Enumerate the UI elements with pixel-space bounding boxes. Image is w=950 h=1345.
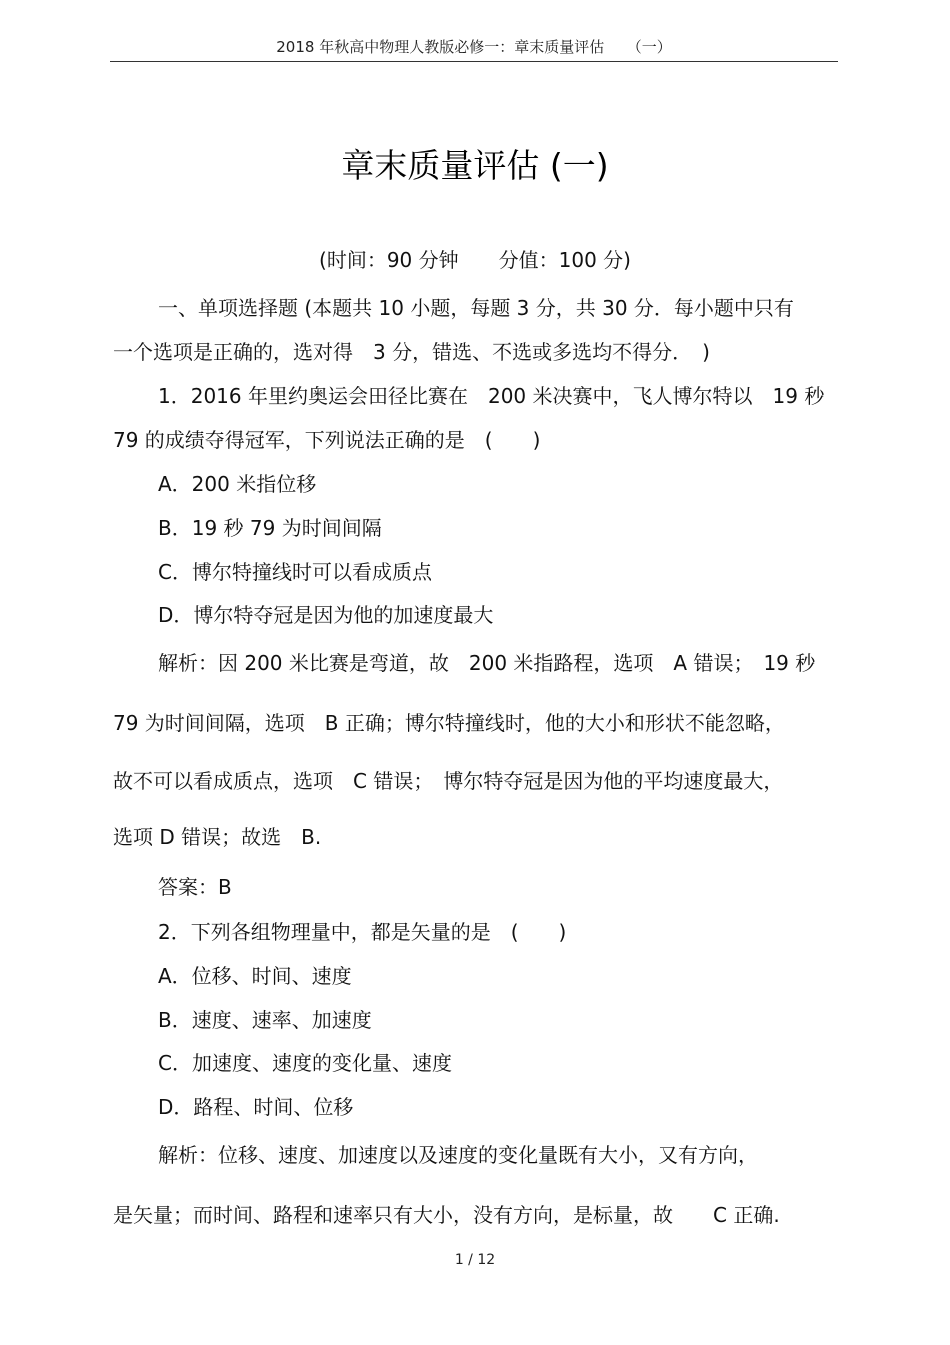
question-1-analysis-line-4: 选项 D 错误；故选 B. (113, 825, 322, 849)
question-1-analysis-line-1: 解析：因 200 米比赛是弯道，故 200 米指路程，选项 A 错误； 19 秒 (158, 651, 816, 675)
exam-info: (时间：90 分钟 分值：100 分) (319, 248, 631, 272)
section-heading-line-1: 一、单项选择题 (本题共 10 小题，每题 3 分，共 30 分．每小题中只有 (158, 296, 794, 320)
question-2-option-d: D．路程、时间、位移 (158, 1095, 354, 1119)
question-1-analysis-line-3: 故不可以看成质点，选项 C 错误； 博尔特夺冠是因为他的平均速度最大， (113, 769, 784, 793)
question-2-option-c: C．加速度、速度的变化量、速度 (158, 1051, 452, 1075)
question-1-option-a: A．200 米指位移 (158, 472, 317, 496)
question-2-option-b: B．速度、速率、加速度 (158, 1008, 372, 1032)
question-2-analysis-line-1: 解析：位移、速度、加速度以及速度的变化量既有大小，又有方向， (158, 1143, 758, 1167)
question-1-option-b: B．19 秒 79 为时间间隔 (158, 516, 382, 540)
question-2-stem: 2．下列各组物理量中，都是矢量的是 ( ) (158, 920, 567, 944)
question-2-analysis-line-2: 是矢量；而时间、路程和速率只有大小，没有方向，是标量，故 C 正确. (113, 1203, 780, 1227)
question-1-stem-line-2: 79 的成绩夺得冠军，下列说法正确的是 ( ) (113, 428, 541, 452)
question-1-answer: 答案：B (158, 875, 232, 899)
section-heading-line-2: 一个选项是正确的，选对得 3 分，错选、不选或多选均不得分． ) (113, 340, 710, 364)
page-number: 1 / 12 (454, 1252, 496, 1268)
question-1-stem-line-1: 1．2016 年里约奥运会田径比赛在 200 米决赛中，飞人博尔特以 19 秒 (158, 384, 825, 408)
question-1-option-d: D．博尔特夺冠是因为他的加速度最大 (158, 603, 494, 627)
question-1-analysis-line-2: 79 为时间间隔，选项 B 正确；博尔特撞线时，他的大小和形状不能忽略， (113, 711, 785, 735)
running-header: 2018 年秋高中物理人教版必修一：章末质量评估 （一） (110, 36, 838, 62)
document-title: 章末质量评估 (一) (341, 146, 609, 185)
question-1-option-c: C．博尔特撞线时可以看成质点 (158, 560, 432, 584)
question-2-option-a: A．位移、时间、速度 (158, 964, 352, 988)
